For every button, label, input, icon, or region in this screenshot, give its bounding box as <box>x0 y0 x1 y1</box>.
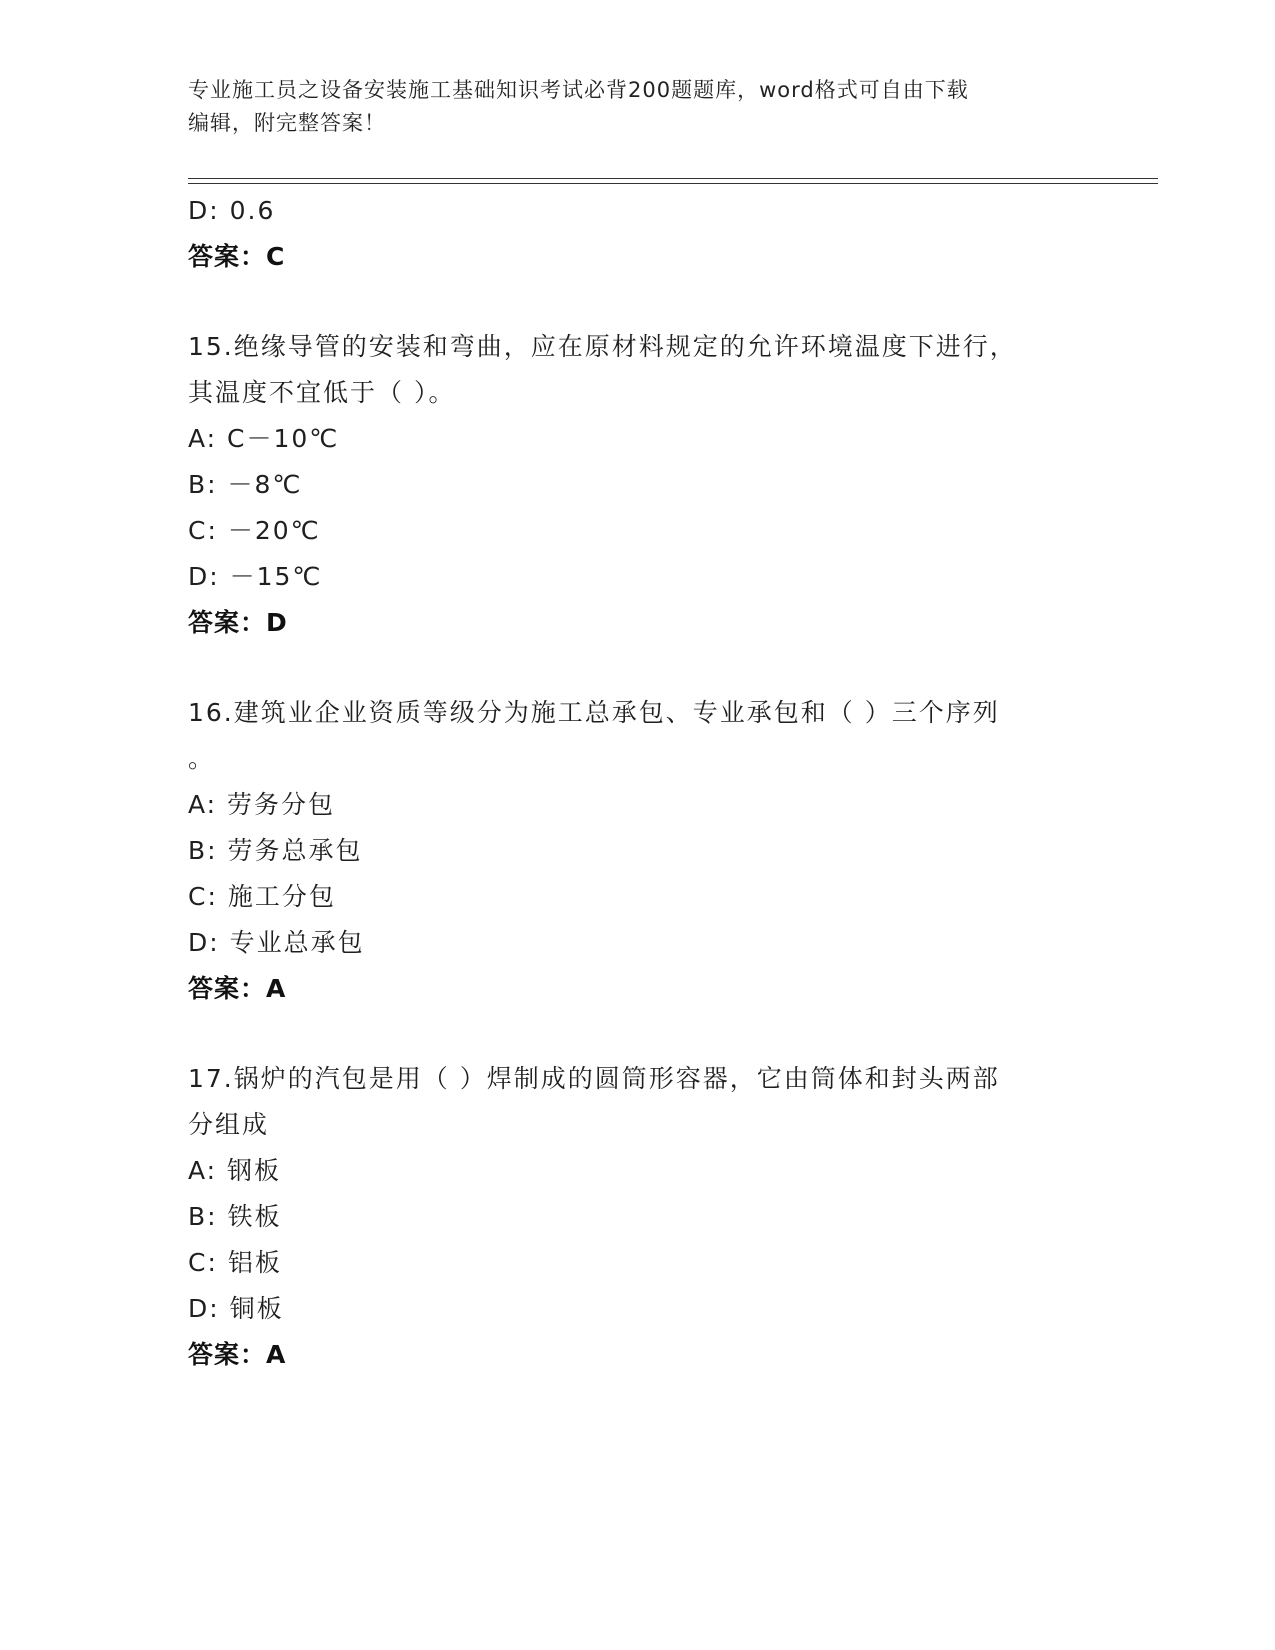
option-d: D: 0.6 <box>188 196 276 225</box>
option-a: A: C－10℃ <box>188 424 340 453</box>
option-b: B: 铁板 <box>188 1202 282 1231</box>
option-b: B: 劳务总承包 <box>188 836 363 865</box>
question-text-line-2: 分组成 <box>188 1110 270 1139</box>
header-line-2: 编辑，附完整答案！ <box>188 111 386 135</box>
option-c: C: －20℃ <box>188 516 321 545</box>
question-text-line-2: 其温度不宜低于（ ）。 <box>188 378 456 407</box>
question-text-line-1: 15.绝缘导管的安装和弯曲，应在原材料规定的允许环境温度下进行， <box>188 332 1017 361</box>
header-divider-bottom <box>188 183 1158 184</box>
question-prev-tail <box>188 188 1088 280</box>
option-b: B: －8℃ <box>188 470 303 499</box>
answer-line: 答案：D <box>188 608 288 637</box>
question-15 <box>188 324 1088 646</box>
header-line-1: 专业施工员之设备安装施工基础知识考试必背200题题库，word格式可自由下载 <box>188 78 969 102</box>
option-a: A: 劳务分包 <box>188 790 336 819</box>
option-d: D: 铜板 <box>188 1294 284 1323</box>
option-c: C: 施工分包 <box>188 882 336 911</box>
answer-line: 答案：A <box>188 1340 287 1369</box>
option-d: D: 专业总承包 <box>188 928 365 957</box>
question-16 <box>188 690 1088 1012</box>
question-text-line-1: 17.锅炉的汽包是用（ ）焊制成的圆筒形容器，它由筒体和封头两部 <box>188 1064 1000 1093</box>
question-list <box>188 188 1088 1378</box>
option-a: A: 钢板 <box>188 1156 282 1185</box>
question-text-line-1: 16.建筑业企业资质等级分为施工总承包、专业承包和（ ）三个序列 <box>188 698 1000 727</box>
answer-line: 答案：A <box>188 974 287 1003</box>
option-c: C: 铝板 <box>188 1248 282 1277</box>
answer-line: 答案：C <box>188 242 286 271</box>
question-17 <box>188 1056 1088 1378</box>
header-divider-top <box>188 178 1158 179</box>
question-text-line-2: 。 <box>188 744 216 773</box>
document-header <box>188 74 1068 140</box>
option-d: D: －15℃ <box>188 562 323 591</box>
